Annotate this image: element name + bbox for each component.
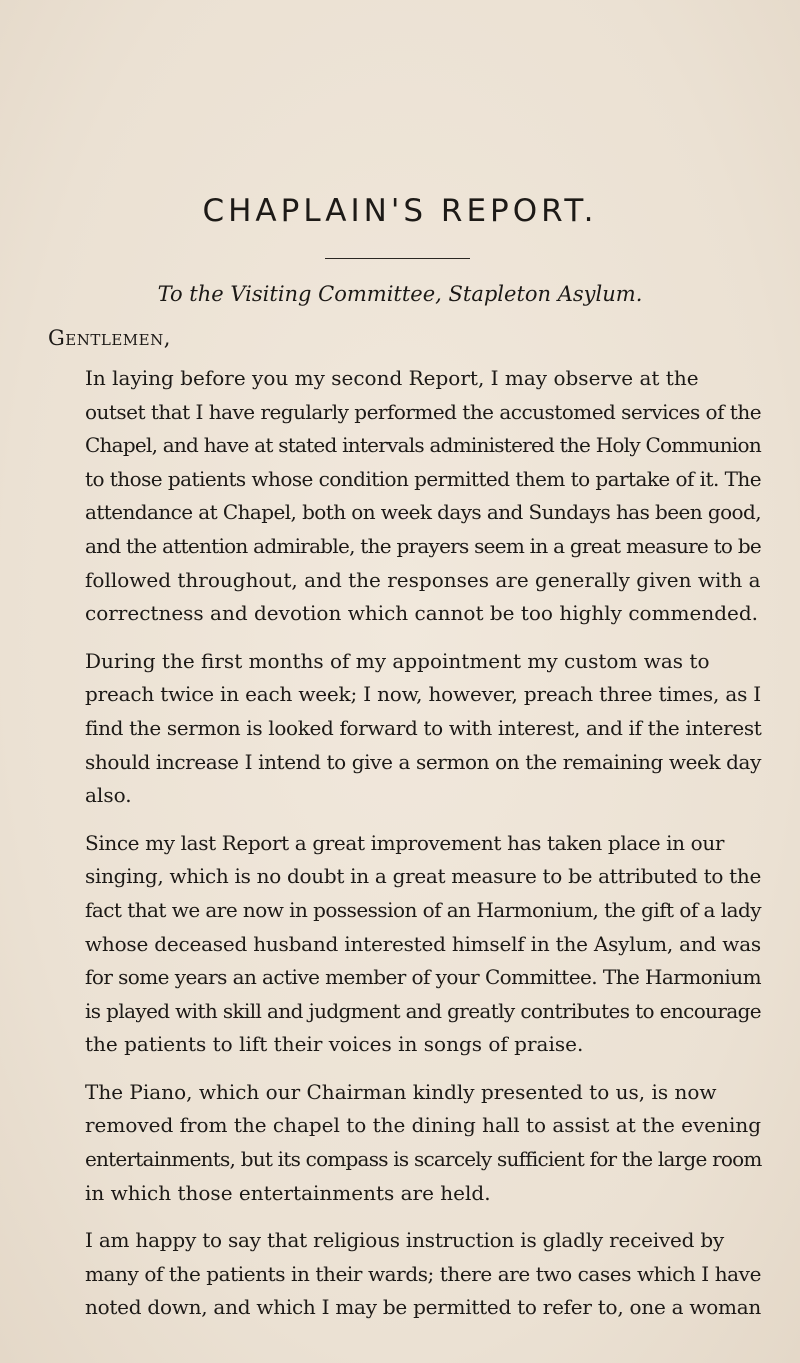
text-line: removed from the chapel to the dining hall to assist at the evening [85,1113,761,1138]
salutation: Gentlemen, [48,326,171,350]
text-line: to those patients whose condition permitted them to partake of it. The [85,466,761,491]
text-line: the patients to lift their voices in songs of praise. [85,1032,584,1057]
text-line: attendance at Chapel, both on week days and Sundays has been good, [85,500,761,525]
text-line: singing, which is no doubt in a great measure to be attributed to the [85,864,761,889]
text-line: I am happy to say that religious instruction is gladly received by [85,1228,724,1253]
text-line: fact that we are now in possession of an Harmonium, the gift of a lady [85,897,761,922]
paragraph [48,362,761,631]
paragraph [48,645,761,813]
report-body [48,362,761,1339]
text-line: in which those entertainments are held. [85,1180,491,1205]
report-title: CHAPLAIN'S REPORT. [202,193,598,229]
text-line: for some years an active member of your Committee. The Harmonium [85,965,761,990]
text-line: followed throughout, and the responses are generally given with a [85,567,761,592]
text-line: correctness and devotion which cannot be too highly commended. [85,601,759,626]
text-line: many of the patients in their wards; there are two cases which I have [85,1261,761,1286]
text-line: should increase I intend to give a sermon on the remaining week day [85,749,761,774]
text-line: entertainments, but its compass is scarcely sufficient for the large room [85,1147,762,1172]
paragraph [48,827,761,1062]
text-line: During the first months of my appointment my custom was to [85,648,710,673]
text-line: find the sermon is looked forward to with interest, and if the interest [85,715,762,740]
text-line: Chapel, and have at stated intervals administered the Holy Communion [85,433,761,458]
text-line: is played with skill and judgment and greatly contributes to encourage [85,998,762,1023]
text-line: whose deceased husband interested himself in the Asylum, and was [85,931,761,956]
text-line: preach twice in each week; I now, however, preach three times, as I [85,682,762,707]
text-line: and the attention admirable, the prayers seem in a great measure to be [85,533,761,558]
text-line: outset that I have regularly performed the accustomed services of the [85,399,762,424]
title-divider [325,258,470,259]
text-line: The Piano, which our Chairman kindly presented to us, is now [85,1079,717,1104]
text-line: also. [85,783,132,808]
text-line: In laying before you my second Report, I may observe at the [85,366,699,390]
text-line: noted down, and which I may be permitted to refer to, one a woman [85,1295,762,1320]
paragraph [48,1076,761,1210]
paragraph [48,1224,761,1325]
text-line: Since my last Report a great improvement has taken place in our [85,830,725,855]
address-line: To the Visiting Committee, Stapleton Asylum. [157,282,643,306]
